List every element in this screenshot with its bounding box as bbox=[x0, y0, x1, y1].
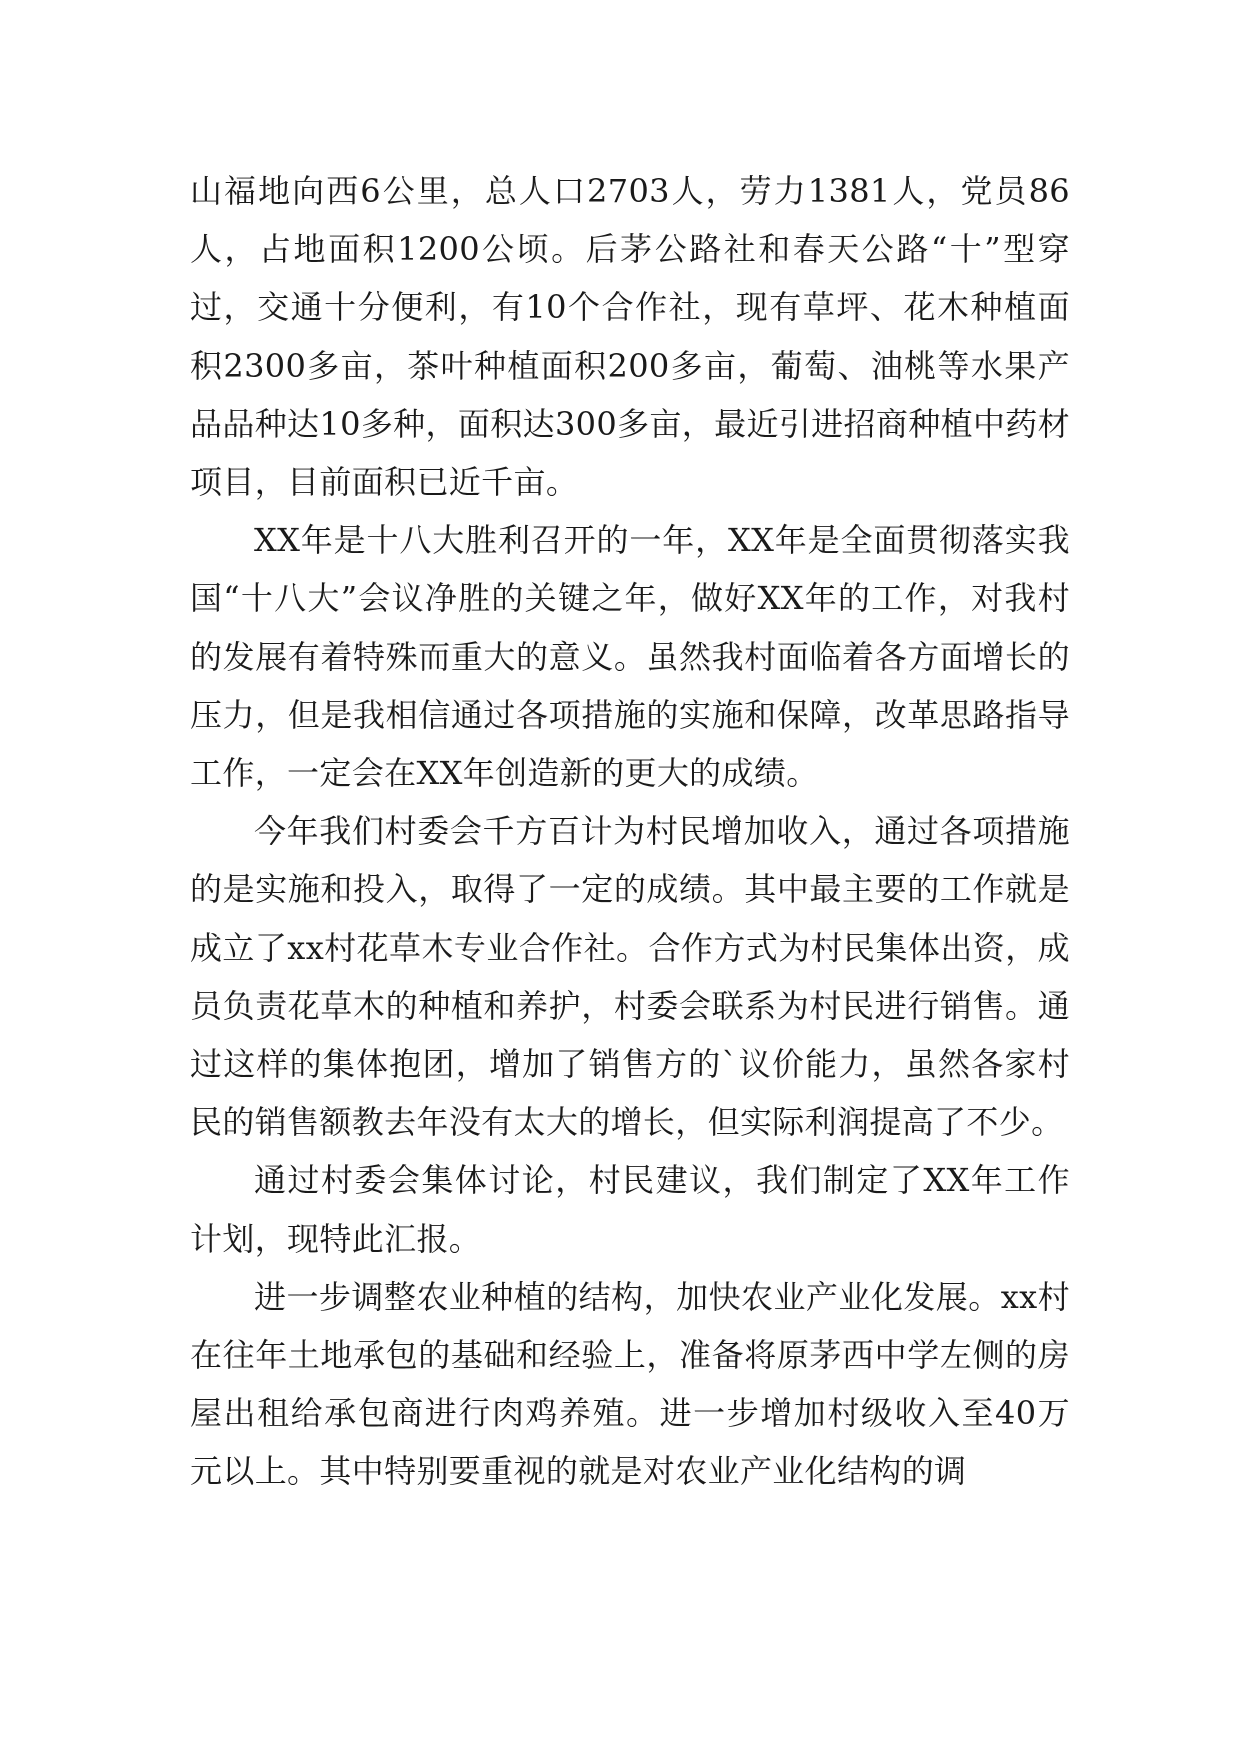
paragraph-cooperative: 今年我们村委会千方百计为村民增加收入，通过各项措施的是实施和投入，取得了一定的成绩。其中最主要的工作就是成立了xx村花草木专业合作社。合作方式为村民集体出资，成员负责花草木的种植和养护，村委会联系为村民进行销售。通过这样的集体抱团，增加了销售方的`议价能力，虽然各家村民的销售额教去年没有太大的增长，但实际利润提高了不少。 bbox=[190, 812, 1070, 1142]
paragraph-agriculture-structure: 进一步调整农业种植的结构，加快农业产业化发展。xx村在往年土地承包的基础和经验上，准备将原茅西中学左侧的房屋出租给承包商进行肉鸡养殖。进一步增加村级收入至40万元以上。其中特别要重视的就是对农业产业化结构的调 bbox=[190, 1277, 1070, 1491]
paragraph-significance: XX年是十八大胜利召开的一年，XX年是全面贯彻落实我国“十八大”会议净胜的关键之年，做好XX年的工作，对我村的发展有着特殊而重大的意义。虽然我村面临着各方面增长的压力，但是我相信通过各项措施的实施和保障，改革思路指导工作，一定会在XX年创造新的更大的成绩。 bbox=[190, 521, 1070, 793]
paragraph-work-plan: 通过村委会集体讨论，村民建议，我们制定了XX年工作计划，现特此汇报。 bbox=[190, 1161, 1070, 1258]
document-body bbox=[190, 162, 1070, 1501]
paragraph-village-overview: 山福地向西6公里，总人口2703人，劳力1381人，党员86人，占地面积1200公顷。后茅公路社和春天公路“十”型穿过，交通十分便利，有10个合作社，现有草坪、花木种植面积2300多亩，茶叶种植面积200多亩，葡萄、油桃等水果产品品种达10多种，面积达300多亩，最近引进招商种植中药材项目，目前面积已近千亩。 bbox=[190, 172, 1070, 502]
